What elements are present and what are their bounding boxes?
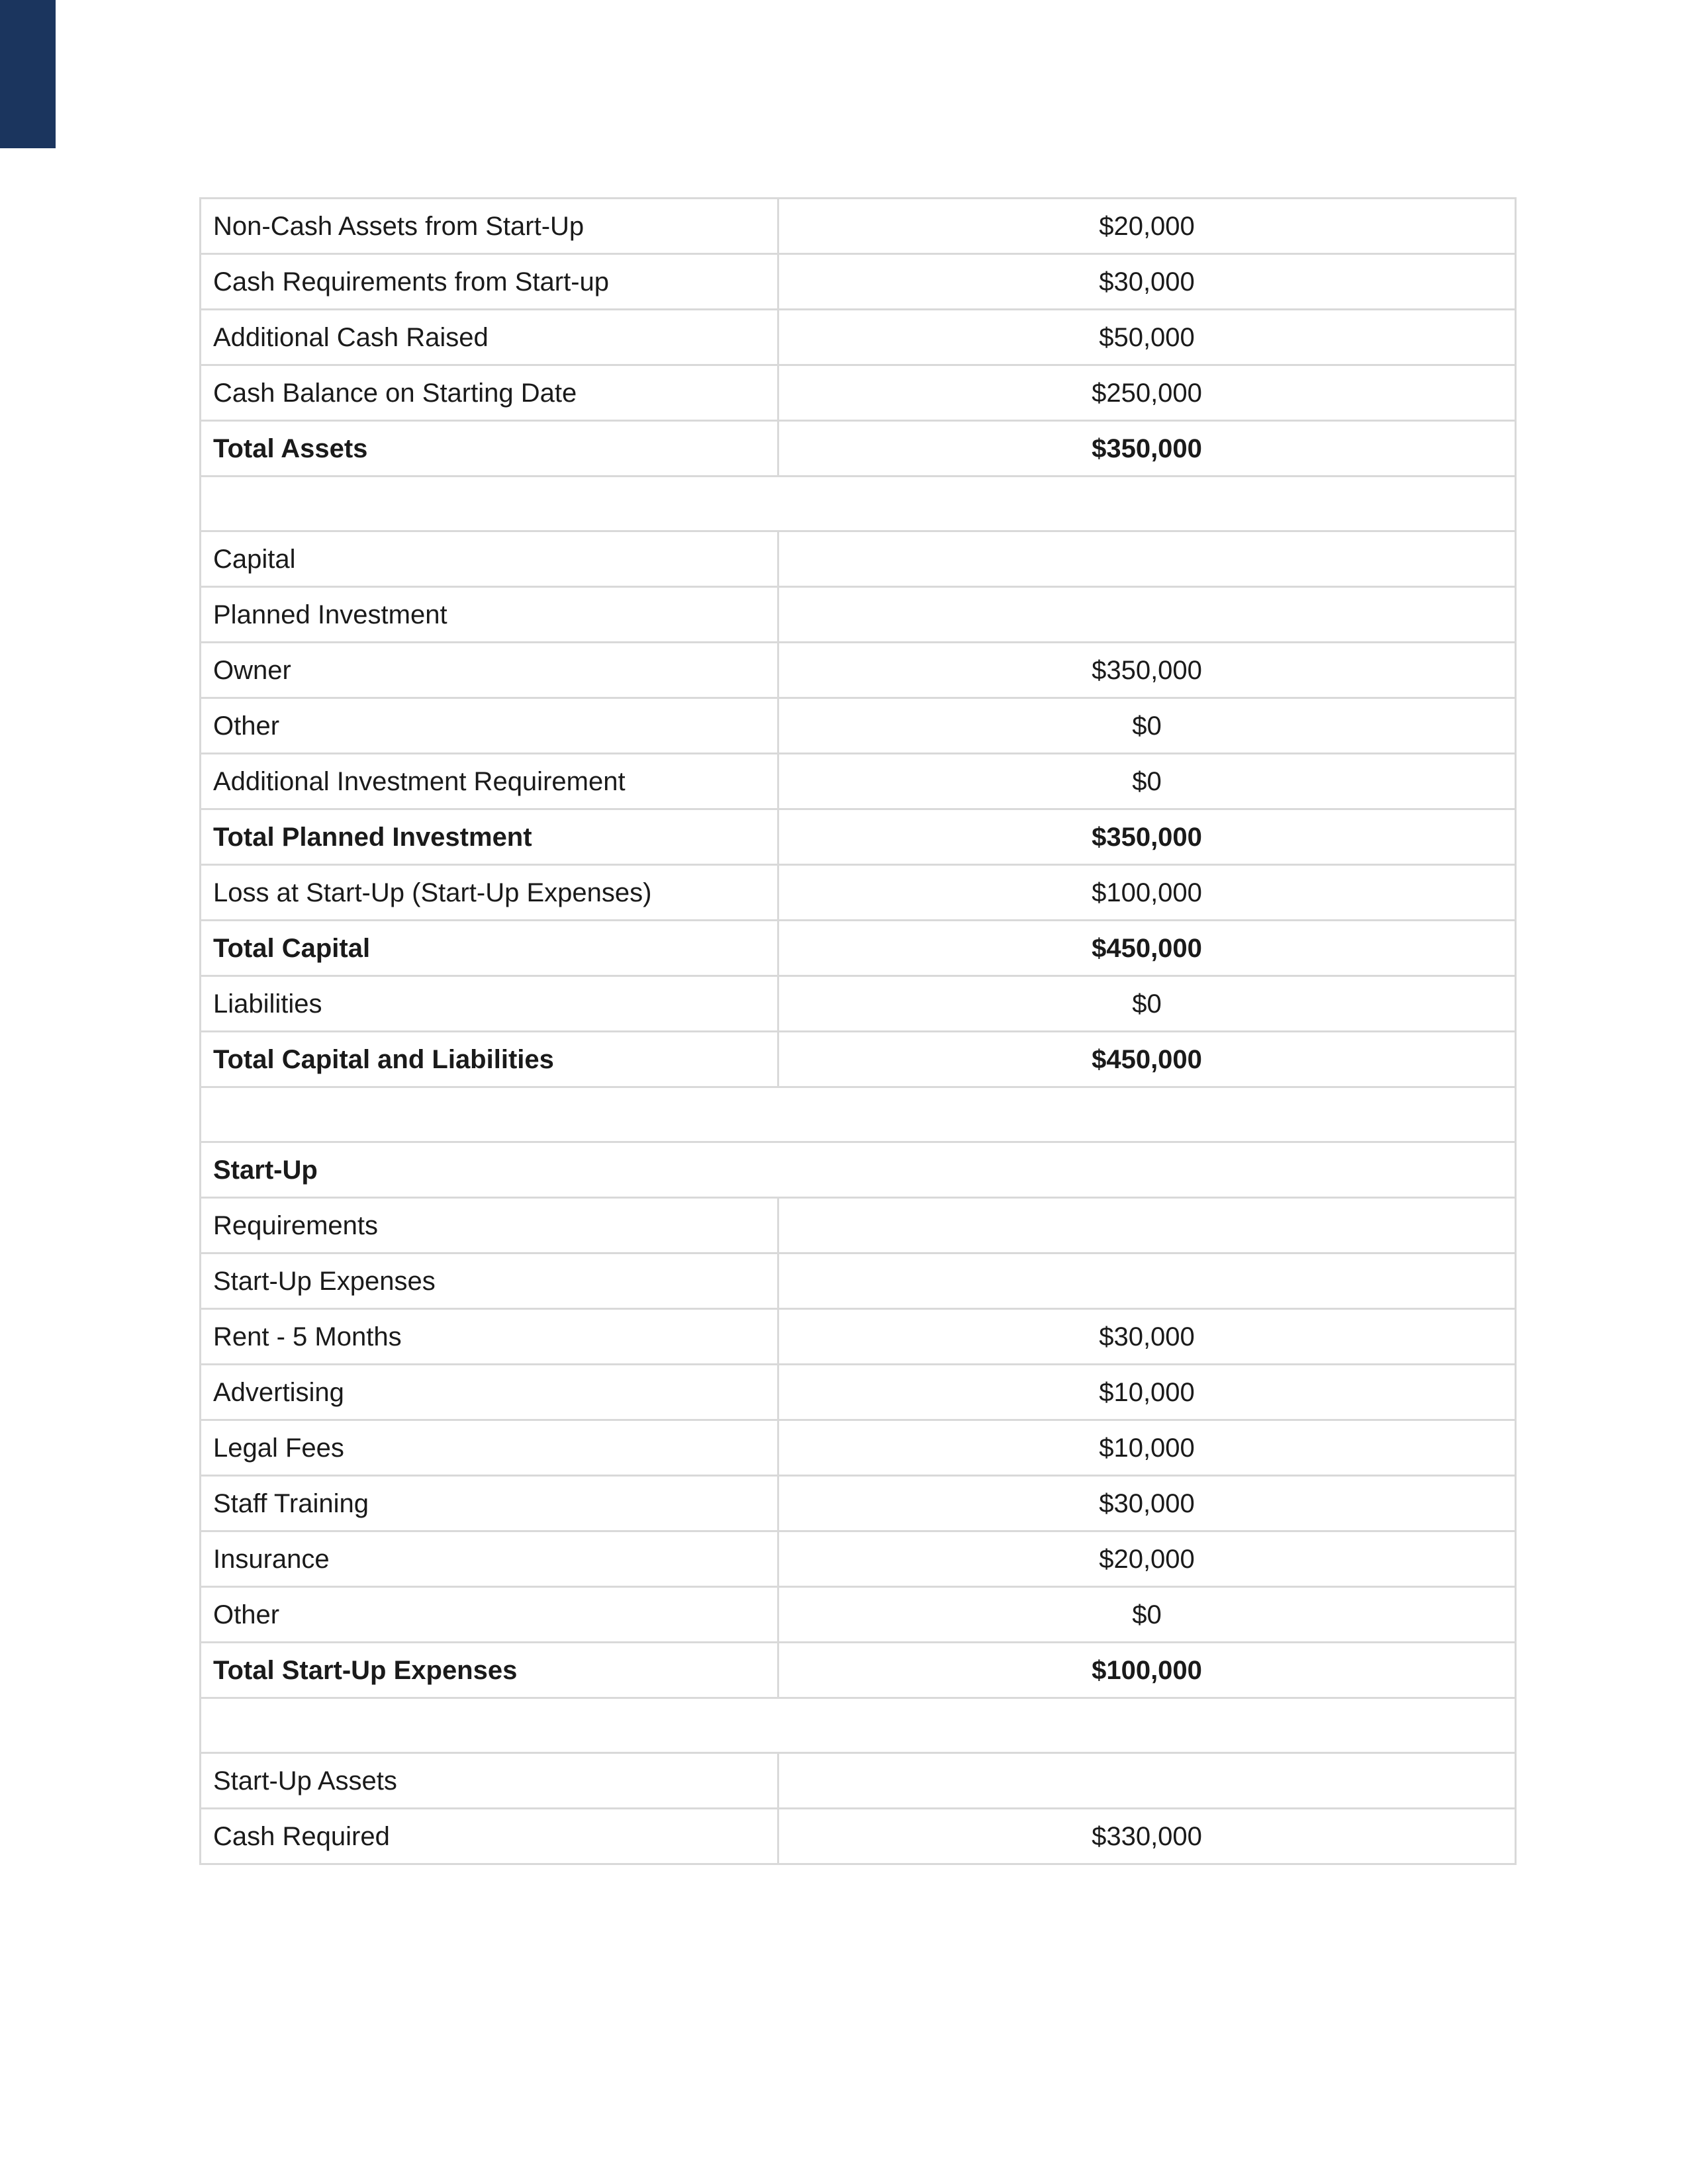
row-label: Staff Training	[201, 1476, 778, 1531]
row-label: Start-Up Expenses	[201, 1253, 778, 1309]
row-value: $450,000	[778, 921, 1516, 976]
row-value: $0	[778, 1587, 1516, 1643]
row-label: Total Planned Investment	[201, 809, 778, 865]
row-label: Total Capital	[201, 921, 778, 976]
table-row	[201, 1198, 1516, 1253]
table-body	[201, 199, 1516, 1864]
row-value: $330,000	[778, 1809, 1516, 1864]
table-row	[201, 1253, 1516, 1309]
corner-accent-tab	[0, 0, 56, 148]
spacer-cell	[201, 1698, 1516, 1753]
row-value: $10,000	[778, 1365, 1516, 1420]
table-row	[201, 365, 1516, 421]
row-label: Start-Up Assets	[201, 1753, 778, 1809]
row-label: Legal Fees	[201, 1420, 778, 1476]
row-label: Total Start-Up Expenses	[201, 1643, 778, 1698]
row-value: $0	[778, 698, 1516, 754]
row-value	[778, 1253, 1516, 1309]
row-label: Cash Requirements from Start-up	[201, 254, 778, 310]
total-row	[201, 1643, 1516, 1698]
total-row	[201, 921, 1516, 976]
table-row	[201, 531, 1516, 587]
row-value: $350,000	[778, 809, 1516, 865]
row-value: $30,000	[778, 254, 1516, 310]
table-row	[201, 643, 1516, 698]
total-row	[201, 1032, 1516, 1087]
total-row	[201, 421, 1516, 477]
row-label: Non-Cash Assets from Start-Up	[201, 199, 778, 254]
spacer-row	[201, 477, 1516, 531]
row-label: Requirements	[201, 1198, 778, 1253]
row-label: Additional Investment Requirement	[201, 754, 778, 809]
row-value: $0	[778, 754, 1516, 809]
row-label: Total Assets	[201, 421, 778, 477]
table-row	[201, 865, 1516, 921]
row-value: $0	[778, 976, 1516, 1032]
row-label: Other	[201, 1587, 778, 1643]
row-value: $20,000	[778, 199, 1516, 254]
row-value	[778, 1198, 1516, 1253]
row-label: Additional Cash Raised	[201, 310, 778, 365]
row-label: Loss at Start-Up (Start-Up Expenses)	[201, 865, 778, 921]
row-label: Cash Required	[201, 1809, 778, 1864]
section-header-label: Start-Up	[201, 1142, 1516, 1198]
row-label: Total Capital and Liabilities	[201, 1032, 778, 1087]
table-row	[201, 1476, 1516, 1531]
startup-financial-table	[199, 197, 1517, 1865]
row-value: $250,000	[778, 365, 1516, 421]
table-row	[201, 1587, 1516, 1643]
spacer-row	[201, 1087, 1516, 1142]
row-value: $30,000	[778, 1476, 1516, 1531]
spacer-cell	[201, 477, 1516, 531]
row-label: Insurance	[201, 1531, 778, 1587]
row-label: Capital	[201, 531, 778, 587]
table-row	[201, 1309, 1516, 1365]
spacer-row	[201, 1698, 1516, 1753]
row-label: Liabilities	[201, 976, 778, 1032]
table-row	[201, 254, 1516, 310]
row-label: Other	[201, 698, 778, 754]
row-label: Rent - 5 Months	[201, 1309, 778, 1365]
table-row	[201, 587, 1516, 643]
row-value: $10,000	[778, 1420, 1516, 1476]
table-row	[201, 310, 1516, 365]
row-value: $50,000	[778, 310, 1516, 365]
row-label: Cash Balance on Starting Date	[201, 365, 778, 421]
row-value: $100,000	[778, 865, 1516, 921]
total-row	[201, 809, 1516, 865]
row-value	[778, 531, 1516, 587]
table-row	[201, 1420, 1516, 1476]
row-value: $350,000	[778, 421, 1516, 477]
row-value: $350,000	[778, 643, 1516, 698]
table-row	[201, 976, 1516, 1032]
row-value	[778, 1753, 1516, 1809]
row-value: $100,000	[778, 1643, 1516, 1698]
row-value: $30,000	[778, 1309, 1516, 1365]
spacer-cell	[201, 1087, 1516, 1142]
table-row	[201, 199, 1516, 254]
row-value	[778, 587, 1516, 643]
row-label: Owner	[201, 643, 778, 698]
row-label: Planned Investment	[201, 587, 778, 643]
table-row	[201, 754, 1516, 809]
table-row	[201, 1531, 1516, 1587]
row-label: Advertising	[201, 1365, 778, 1420]
row-value: $20,000	[778, 1531, 1516, 1587]
table-row	[201, 1809, 1516, 1864]
section-header-row	[201, 1142, 1516, 1198]
row-value: $450,000	[778, 1032, 1516, 1087]
table-row	[201, 1365, 1516, 1420]
table-row	[201, 1753, 1516, 1809]
table-row	[201, 698, 1516, 754]
